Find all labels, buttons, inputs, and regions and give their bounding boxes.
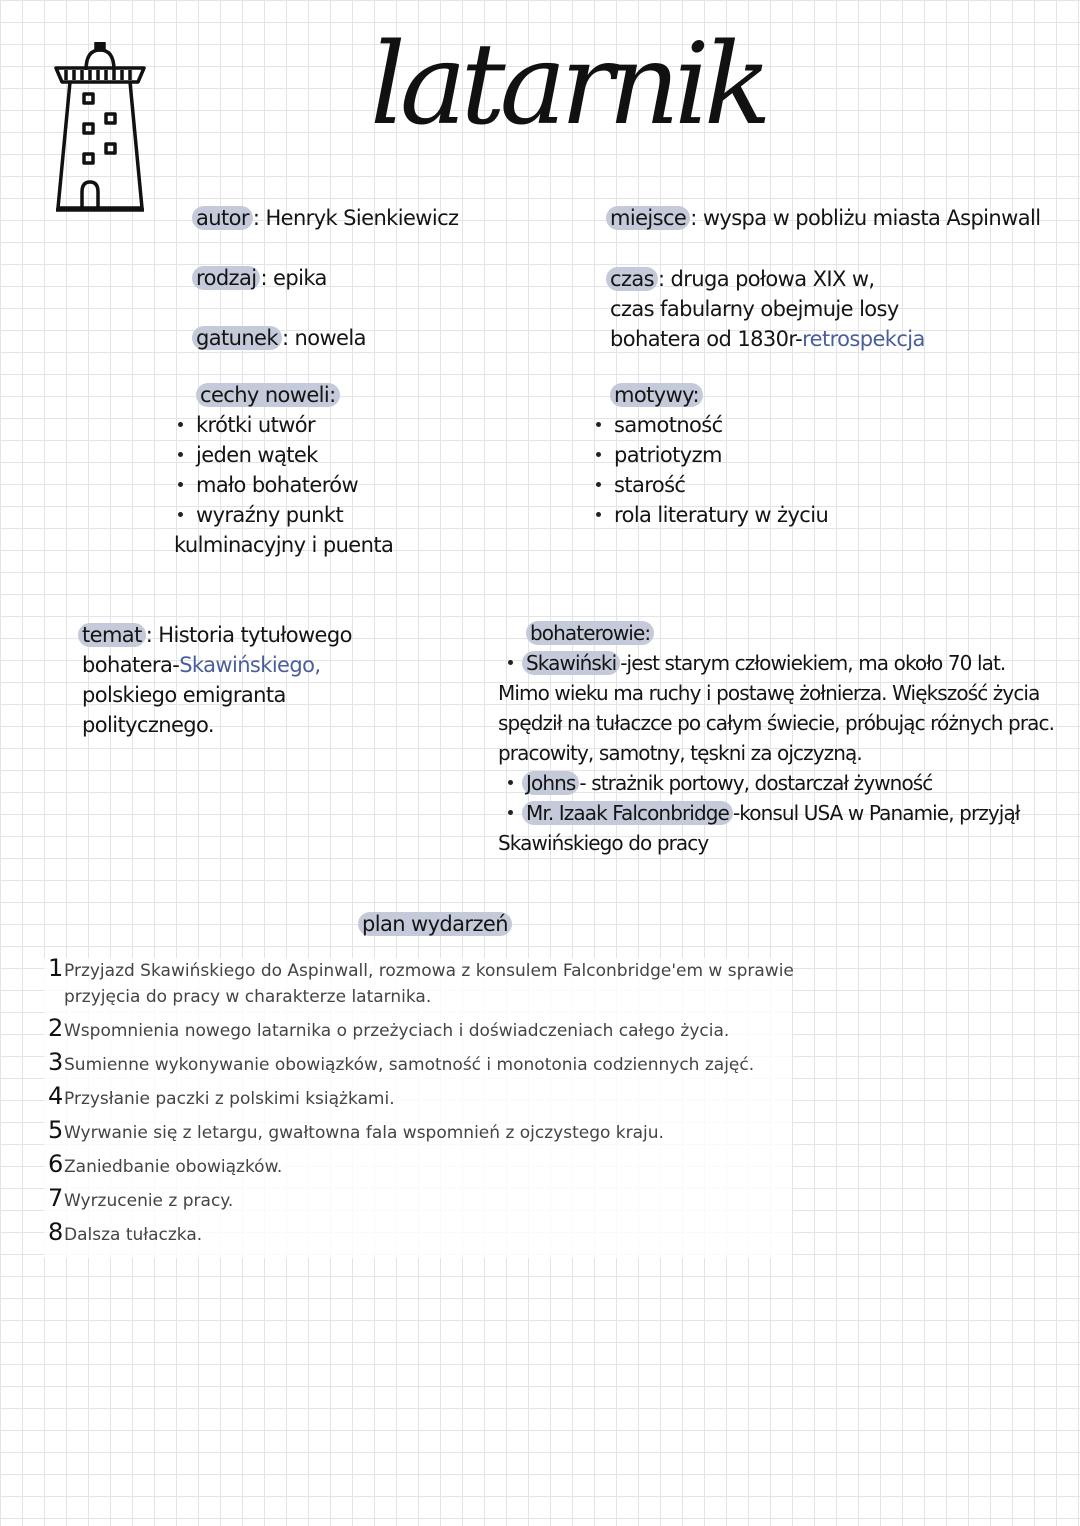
autor-label: autor <box>192 206 253 230</box>
autor-row <box>196 206 458 230</box>
temat-block <box>82 620 352 740</box>
plan-item <box>48 1184 808 1214</box>
czas-line1: : druga połowa XIX w, <box>657 267 875 291</box>
plan-item <box>48 1082 808 1112</box>
plan-item-number: 4 <box>48 1082 64 1110</box>
cechy-item: krótki utwór <box>174 410 393 440</box>
plan-item-number: 5 <box>48 1116 64 1144</box>
plan-item-number: 8 <box>48 1218 64 1246</box>
czas-line2: czas fabularny obejmuje losy <box>610 297 899 321</box>
miejsce-label: miejsce <box>606 206 690 230</box>
miejsce-value: : wyspa w pobliżu miasta Aspinwall <box>690 206 1041 230</box>
plan-item <box>48 1048 808 1078</box>
motyw-item: samotność <box>592 410 828 440</box>
plan-item-text: Przysłanie paczki z polskimi książkami. <box>64 1089 395 1109</box>
plan-heading-text: plan wydarzeń <box>358 912 512 936</box>
miejsce-row <box>610 206 1040 230</box>
plan-item-number: 7 <box>48 1184 64 1212</box>
plan-item-text: Przyjazd Skawińskiego do Aspinwall, rozmowa z konsulem Falconbridge'em w sprawie przyjęcia do pracy w charakterze latarnika. <box>64 961 794 1007</box>
autor-value: : Henryk Sienkiewicz <box>252 206 459 230</box>
plan-item-text: Wyrzucenie z pracy. <box>64 1191 234 1211</box>
temat-line1: : Historia tytułowego <box>145 623 352 647</box>
plan-item-text: Wspomnienia nowego latarnika o przeżyciach i doświadczeniach całego życia. <box>64 1021 730 1041</box>
gatunek-value: : nowela <box>281 326 366 350</box>
plan-item <box>48 1116 808 1146</box>
cechy-item: mało bohaterów <box>174 470 393 500</box>
falconbridge-desc: -konsul USA w Panamie, przyjął <box>732 801 1020 825</box>
falconbridge-name: Mr. Izaak Falconbridge <box>522 801 733 825</box>
plan-heading <box>362 912 512 936</box>
johns-desc: - strażnik portowy, dostarczał żywność <box>579 771 933 795</box>
cechy-label: cechy noweli: <box>196 383 340 407</box>
rodzaj-value: : epika <box>260 266 327 290</box>
czas-block <box>610 264 925 354</box>
cechy-item: wyraźny punkt <box>174 500 393 530</box>
gatunek-row <box>196 326 366 350</box>
temat-hero-name: Skawińskiego, <box>179 653 321 677</box>
plan-item-text: Dalsza tułaczka. <box>64 1225 203 1245</box>
plan-item-number: 6 <box>48 1150 64 1178</box>
motyw-item: starość <box>592 470 828 500</box>
plan-item-number: 1 <box>48 954 64 982</box>
rodzaj-label: rodzaj <box>192 266 260 290</box>
motyw-item: rola literatury w życiu <box>592 500 828 530</box>
plan-item <box>48 954 808 1010</box>
plan-item <box>48 1218 808 1248</box>
temat-line2: bohatera- <box>82 653 180 677</box>
plan-item-text: Zaniedbanie obowiązków. <box>64 1157 283 1177</box>
retrospekcja-text: retrospekcja <box>802 327 925 351</box>
bohaterowie-block <box>498 618 1054 858</box>
czas-line3: bohatera od 1830r- <box>610 327 803 351</box>
motywy-block <box>592 380 828 530</box>
plan-list <box>48 954 808 1256</box>
falconbridge-line2: Skawińskiego do pracy <box>498 831 709 855</box>
plan-item-number: 3 <box>48 1048 64 1076</box>
skawinski-name: Skawiński <box>522 651 620 675</box>
cechy-continuation: kulminacyjny i puenta <box>174 533 394 557</box>
plan-item-text: Sumienne wykonywanie obowiązków, samotność i monotonia codziennych zajęć. <box>64 1055 755 1075</box>
cechy-item: jeden wątek <box>174 440 393 470</box>
rodzaj-row <box>196 266 327 290</box>
johns-name: Johns <box>522 771 579 795</box>
page-title: latarnik <box>370 20 766 150</box>
plan-item <box>48 1150 808 1180</box>
temat-label: temat <box>78 623 146 647</box>
skawinski-line1: -jest starym człowiekiem, ma około 70 lat. <box>620 651 1006 675</box>
motyw-item: patriotyzm <box>592 440 828 470</box>
motywy-label: motywy: <box>610 383 703 407</box>
czas-label: czas <box>606 267 658 291</box>
plan-item <box>48 1014 808 1044</box>
cechy-block <box>174 380 393 560</box>
skawinski-line2: Mimo wieku ma ruchy i postawę żołnierza. Większość życia <box>498 681 1040 705</box>
plan-item-number: 2 <box>48 1014 64 1042</box>
gatunek-label: gatunek <box>192 326 282 350</box>
skawinski-line4: pracowity, samotny, tęskni za ojczyzną. <box>498 741 862 765</box>
temat-line4: politycznego. <box>82 713 214 737</box>
bohaterowie-label: bohaterowie: <box>526 621 654 645</box>
temat-line3: polskiego emigranta <box>82 683 286 707</box>
plan-item-text: Wyrwanie się z letargu, gwałtowna fala wspomnień z ojczystego kraju. <box>64 1123 664 1143</box>
lighthouse-icon <box>50 42 150 217</box>
skawinski-line3: spędził na tułaczce po całym świecie, próbując różnych prac. <box>498 711 1055 735</box>
